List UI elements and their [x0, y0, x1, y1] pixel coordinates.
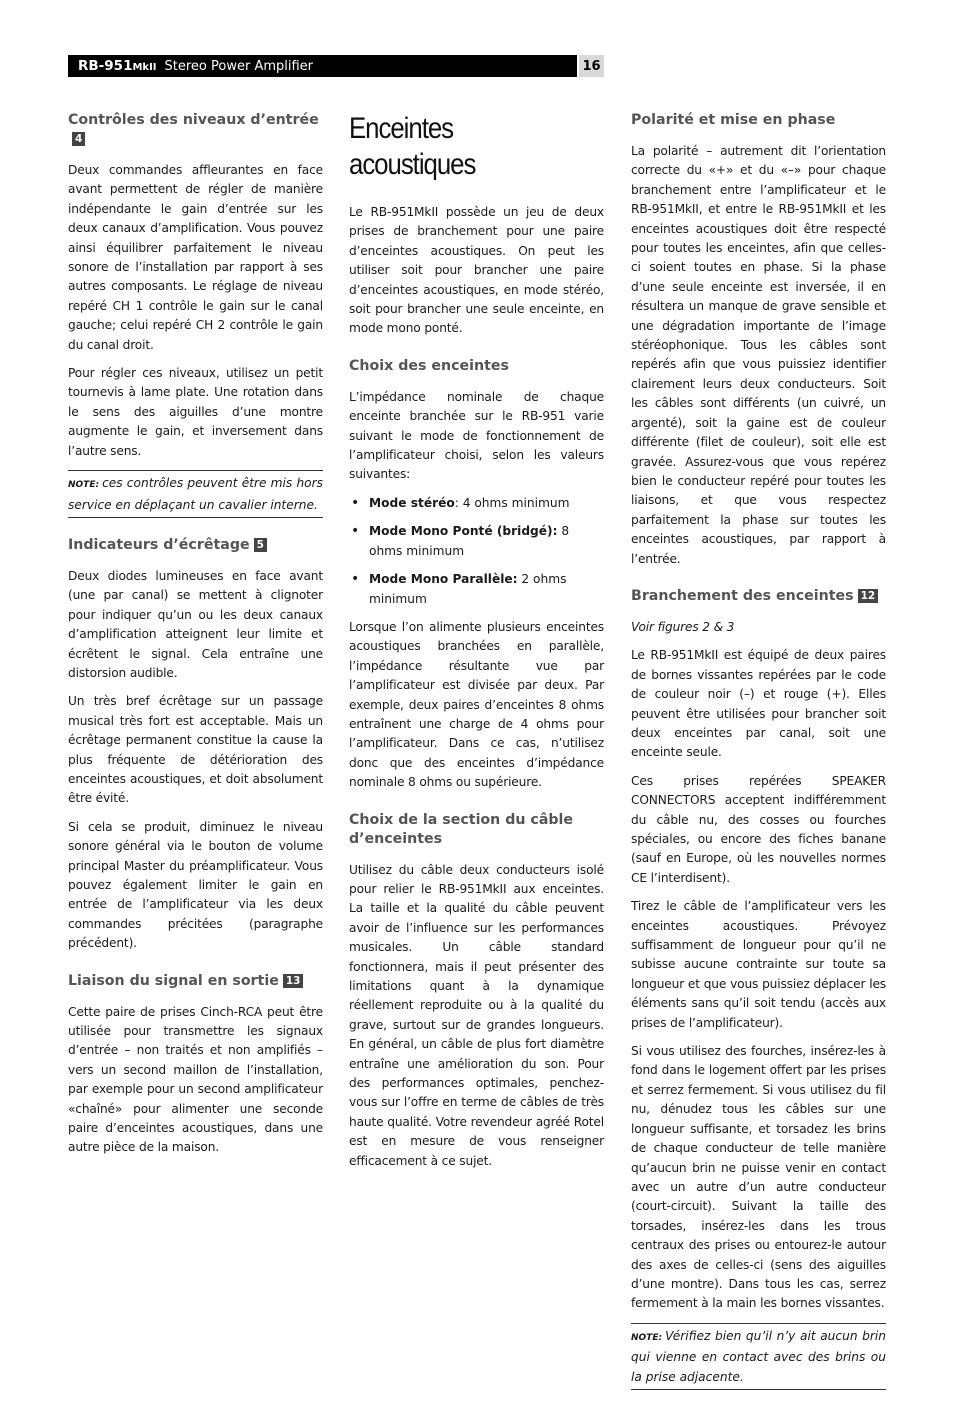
list-item: • Mode stéréo: 4 ohms minimum: [349, 494, 604, 513]
ref-badge: 12: [858, 589, 879, 603]
paragraph: Lorsque l’on alimente plusieurs enceintes acoustiques branchées en parallèle, l’impédance résultante vue par l’amplificateur est divisée par deux. Par exemple, deux paires d’enceintes 8 ohms entraînent une charge de 4 ohms pour l’amplificateur. Dans ce cas, n’utilisez donc que des enceintes d’impédance nominale 8 ohms ou supérieure.: [349, 619, 604, 790]
paragraph: Tirez le câble de l’amplificateur vers les enceintes acoustiques. Prévoyez suffisamment de longueur pour qu’il ne subisse aucune contrainte sur toute sa longueur et que vous puissiez déplacer les éléments sans qu’il soit tendu (accès aux prises de l’amplificateur).: [631, 899, 886, 1030]
paragraph: Le RB-951MkII est équipé de deux paires de bornes vissantes repérées par le code de couleur noir (–) et rouge (+). Elles peuvent être utilisées pour brancher soit deux enceintes par canal, soit une enceinte seule.: [631, 648, 886, 760]
paragraph: Le RB-951MkII possède un jeu de deux prises de branchement pour une paire d’enceintes acoustiques. On peut les utiliser soit pour brancher une paire d’enceintes acoustiques, en mode stéréo, soit pour brancher une seule enceinte, en mode mono ponté.: [349, 205, 604, 336]
section-title: Choix de la section du câble d’enceintes: [349, 811, 574, 847]
ref-badge: 4: [72, 132, 85, 146]
paragraph: Si vous utilisez des fourches, insérez-les à fond dans le logement offert par les prises et serrez fermement. Si vous utilisez du fil nu, dénudez tous les câbles sur une longueur suffisante, et torsadez les brins de chaque conducteur de telle manière qu’aucun brin ne puisse venir en contact avec un autre d’un autre conducteur (court-circuit). Suivant la taille des torsades, insérez-les dans les trous centraux des prises ou entourez-le autour des axes de celles-ci (sens des aiguilles d’une montre). Dans tous les cas, serrez fermement à la main les bornes vissantes.: [631, 1044, 886, 1311]
note-text: Vérifiez bien qu’il n’y ait aucun brin qui vienne en contact avec des brins ou la prise adjacente.: [631, 1328, 886, 1384]
paragraph: Pour régler ces niveaux, utilisez un petit tournevis à lame plate. Une rotation dans le sens des aiguilles d’une montre augmente le gain, et inversement dans l’autre sens.: [68, 366, 323, 458]
header-subtitle: Stereo Power Amplifier: [164, 58, 314, 74]
list-item: • Mode Mono Parallèle: 2 ohms minimum: [349, 570, 604, 609]
section-title: Contrôles des niveaux d’entrée4: [68, 112, 319, 145]
paragraph: La polarité – autrement dit l’orientation correcte du «+» et du «–» pour chaque branchement entre l’amplificateur et le RB-951MkII, et entre le RB-951MkII et les enceintes acoustiques doit être respecté pour toutes les enceintes, afin que celles-ci soient toutes en phase. Si la phase d’une seule enceinte est inversée, il en résultera un manque de grave sensible et une dégradation importante de l’image stéréophonique. Tous les câbles sont repérés afin que vous puissiez identifier clairement leurs deux conducteurs. Soit les câbles sont différents (un cuivré, un argenté), soit la gaine est de couleur différente (filet de couleur), soit elle est gravée. Assurez-vous que vous repérez bien le conducteur repéré pour toutes les liaisons, et que vous respectez parfaitement la phase sur toutes les enceintes acoustiques, par rapport à l’entrée.: [631, 144, 886, 566]
note-box: [68, 470, 323, 518]
main-title: Enceintes acoustiques: [349, 112, 476, 181]
column-left: [68, 111, 323, 1167]
section-title: Indicateurs d’écrêtage 5: [68, 536, 323, 555]
paragraph: Si cela se produit, diminuez le niveau sonore général via le bouton de volume principal Master du préamplificateur. Vous pouvez également limiter le gain en entrée de l’amplificateur via les deux commandes précitées (paragraphe précédent).: [68, 819, 323, 951]
model-name: RB-951MkII: [78, 58, 157, 74]
ref-badge: 5: [254, 538, 267, 552]
section-title: Polarité et mise en phase: [631, 112, 836, 128]
section-title: Branchement des enceintes 12: [631, 587, 886, 606]
column-right: [631, 111, 886, 1404]
impedance-list: [349, 494, 604, 609]
paragraph: Ces prises repérées SPEAKER CONNECTORS acceptent indifféremment du câble nu, des cosses ou fourches spéciales, ou encore des fiches banane (sauf en Europe, où les nouvelles normes CE l’interdisent).: [631, 773, 886, 885]
column-middle: [349, 111, 604, 1180]
paragraph: L’impédance nominale de chaque enceinte branchée sur le RB-951 varie suivant le mode de fonctionnement de l’amplificateur choisi, selon les valeurs suivantes:: [349, 389, 604, 482]
paragraph: Un très bref écrêtage sur un passage musical très fort est acceptable. Mais un écrêtage permanent constitue la cause la plus fréquente de détérioration des enceintes acoustiques, et doit absolument être évité.: [68, 694, 323, 806]
paragraph: Utilisez du câble deux conducteurs isolé pour relier le RB-951MkII aux enceintes. La taille et la qualité du câble peuvent avoir de l’influence sur les performances musicales. Un câble standard fonctionnera, mais il peut présenter des limitations quant à la dynamique réellement reproduite ou à la qualité du grave, surtout sur de grandes longueurs. En général, un câble de plus fort diamètre entraîne une amélioration du son. Pour des performances optimales, penchez-vous sur l’offre en terme de câbles de très haute qualité. Votre revendeur agréé Rotel est en mesure de vous renseigner efficacement à ce sujet.: [349, 862, 604, 1168]
list-item: • Mode Mono Ponté (bridgé): 8 ohms minimum: [349, 522, 604, 561]
section-title: Liaison du signal en sortie 13: [68, 972, 323, 991]
note-text: ces contrôles peuvent être mis hors service en déplaçant un cavalier interne.: [68, 476, 323, 512]
note-label: NOTE:: [631, 1332, 663, 1343]
paragraph: Cette paire de prises Cinch-RCA peut être utilisée pour transmettre les signaux d’entrée – non traités et non amplifiés – vers un second maillon de l’installation, par exemple pour un second amplificateur «chaîné» pour alimenter une seconde paire d’enceintes acoustiques, dans une autre pièce de la maison.: [68, 1004, 323, 1155]
note-box: [631, 1323, 886, 1390]
figure-reference: Voir figures 2 & 3: [631, 619, 735, 634]
header-bar: [68, 55, 577, 77]
note-label: NOTE:: [68, 480, 100, 491]
paragraph: Deux diodes lumineuses en face avant (une par canal) se mettent à clignoter pour indiquer qu’un ou les deux canaux d’amplification atteignent leur limite et écrêtent le signal. Cela entraîne une distorsion audible.: [68, 568, 323, 680]
ref-badge: 13: [283, 974, 304, 988]
paragraph: Deux commandes affleurantes en face avant permettent de régler de manière indépendante le gain d’entrée sur les deux canaux d’amplification. Vous pouvez ainsi équilibrer parfaitement le niveau sonore de l’installation par rapport à ses autres composants. Le réglage de niveau repéré CH 1 contrôle le gain sur le canal gauche; celui repéré CH 2 contrôle le gain du canal droit.: [68, 163, 323, 352]
page-number: 16: [579, 55, 604, 77]
section-title: Choix des enceintes: [349, 357, 509, 374]
